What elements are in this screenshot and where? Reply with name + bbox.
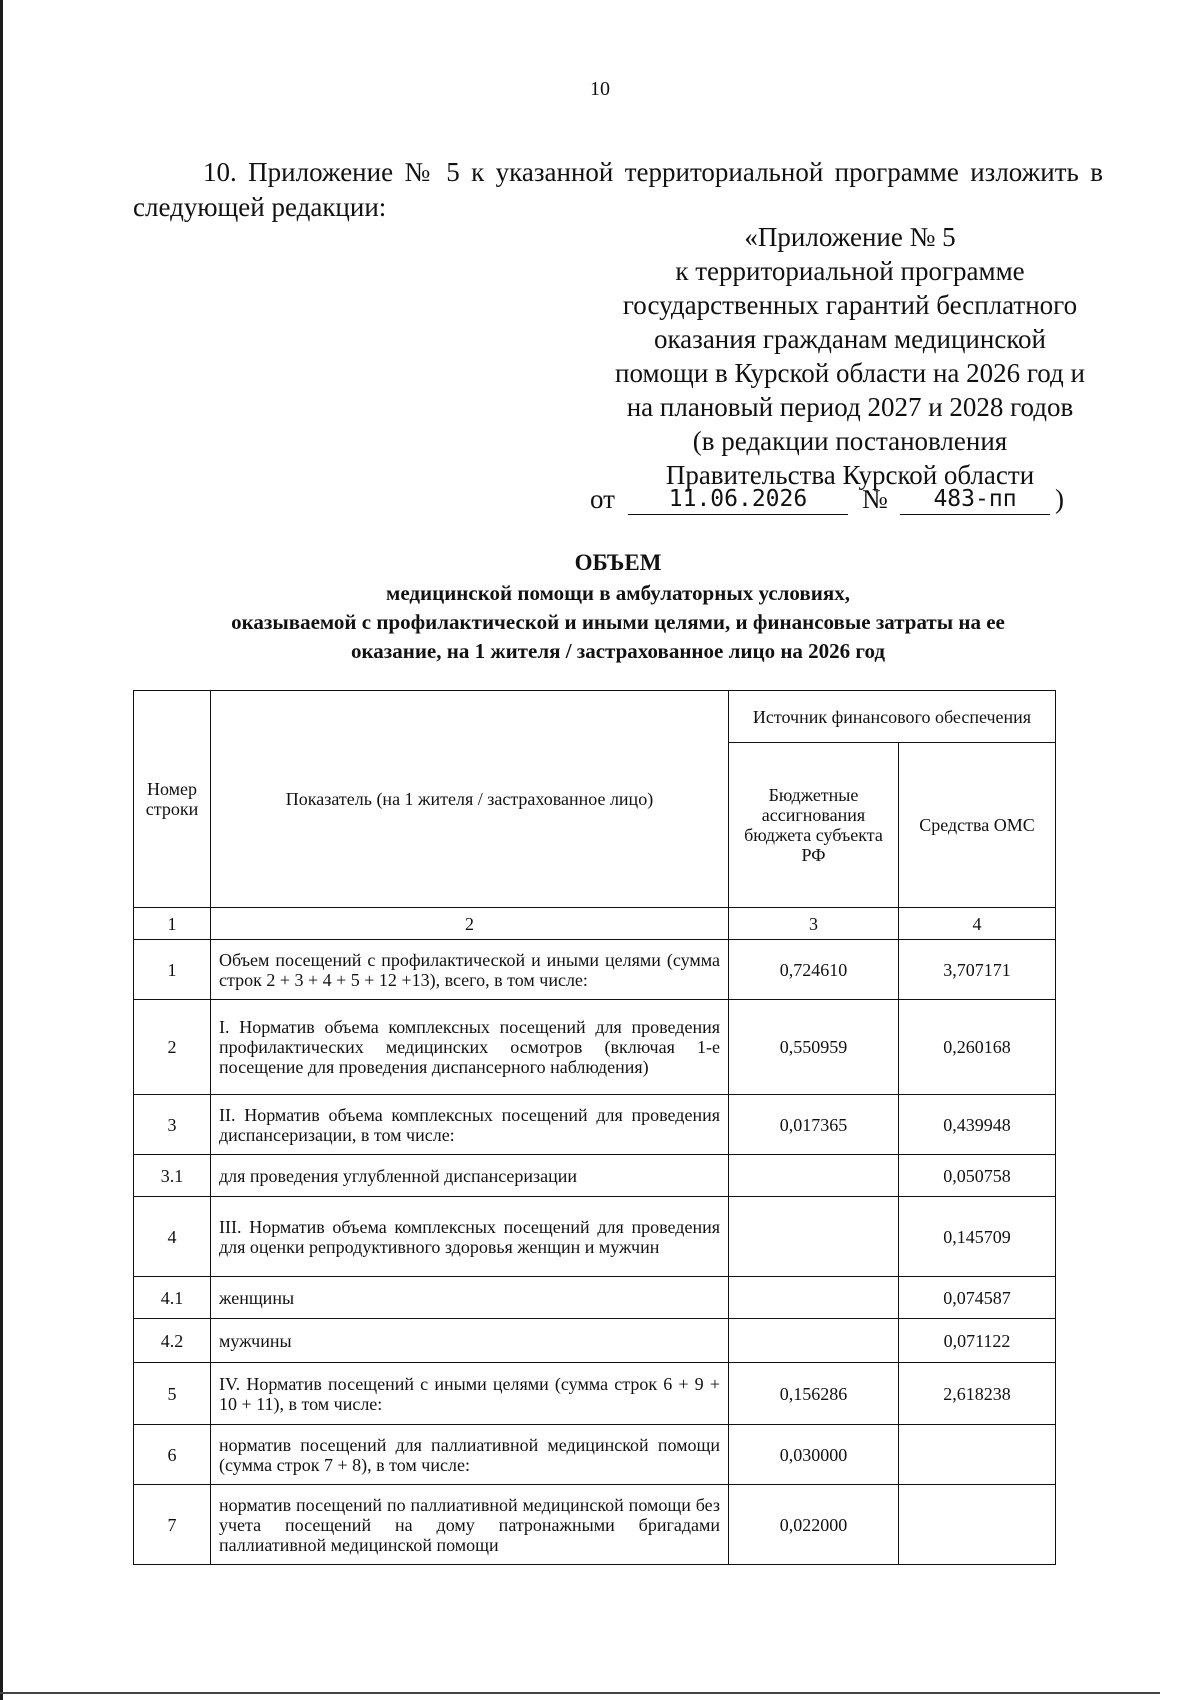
resolution-reference (590, 484, 1090, 520)
header-row (134, 691, 1056, 743)
scan-bottom-line (0, 1692, 1160, 1694)
resolution-date: 11.06.2026 (628, 484, 848, 515)
table-row (134, 1155, 1056, 1197)
heading-line: медицинской помощи в амбулаторных условиях, (386, 581, 850, 605)
row-indicator: IV. Норматив посещений с иными целями (сумма строк 6 + 9 + 10 + 11), в том числе: (211, 1363, 729, 1425)
row-number: 3.1 (134, 1155, 211, 1197)
column-number: 2 (211, 908, 729, 940)
volume-table (133, 690, 1056, 1565)
appendix-reference (590, 220, 1110, 492)
row-indicator: I. Норматив объема комплексных посещений для проведения профилактических медицинских осмотров (включая 1-е посещение для проведения диспансерного наблюдения) (211, 1000, 729, 1095)
resolution-number: 483-пп (900, 484, 1050, 515)
row-indicator: III. Норматив объема комплексных посещений для проведения для оценки репродуктивного здоровья женщин и мужчин (211, 1197, 729, 1277)
document-heading (133, 548, 1103, 666)
row-oms-value: 0,145709 (899, 1197, 1056, 1277)
row-indicator: женщины (211, 1277, 729, 1319)
row-budget-value (729, 1277, 899, 1319)
row-number: 5 (134, 1363, 211, 1425)
row-budget-value: 0,156286 (729, 1363, 899, 1425)
row-budget-value (729, 1155, 899, 1197)
row-oms-value: 3,707171 (899, 940, 1056, 1000)
heading-title: ОБЪЕМ (574, 550, 662, 575)
table-row (134, 1363, 1056, 1425)
appendix-line: (в редакции постановления (692, 426, 1008, 456)
appendix-line: помощи в Курской области на 2026 год и (615, 358, 1085, 388)
appendix-line: Правительства Курской области (665, 460, 1035, 490)
heading-line: оказание, на 1 жителя / застрахованное лицо на 2026 год (351, 639, 885, 663)
intro-line-1: 10. Приложение № 5 к указанной территориальной программе изложить в (203, 157, 1103, 187)
appendix-line: государственных гарантий бесплатного (622, 290, 1078, 320)
table-row (134, 1485, 1056, 1565)
appendix-line: к территориальной программе (675, 256, 1025, 286)
header-oms: Средства ОМС (899, 743, 1056, 908)
page-number: 10 (590, 78, 610, 100)
row-budget-value (729, 1319, 899, 1363)
row-number: 3 (134, 1095, 211, 1155)
row-budget-value: 0,724610 (729, 940, 899, 1000)
closing-paren: ) (1055, 484, 1064, 514)
row-oms-value: 0,050758 (899, 1155, 1056, 1197)
row-budget-value (729, 1197, 899, 1277)
row-oms-value: 2,618238 (899, 1363, 1056, 1425)
scan-left-edge (0, 0, 3, 1700)
table-row (134, 940, 1056, 1000)
row-indicator: норматив посещений для паллиативной медицинской помощи (сумма строк 7 + 8), в том числе: (211, 1425, 729, 1485)
appendix-line: «Приложение № 5 (744, 222, 956, 252)
row-indicator: для проведения углубленной диспансеризации (211, 1155, 729, 1197)
row-number: 7 (134, 1485, 211, 1565)
table-row (134, 1277, 1056, 1319)
header-indicator: Показатель (на 1 жителя / застрахованное лицо) (211, 691, 729, 908)
number-label: № (862, 484, 888, 514)
appendix-line: на плановый период 2027 и 2028 годов (626, 392, 1074, 422)
row-budget-value: 0,017365 (729, 1095, 899, 1155)
table-row (134, 1197, 1056, 1277)
row-oms-value: 0,071122 (899, 1319, 1056, 1363)
appendix-line: оказания гражданам медицинской (653, 324, 1047, 354)
from-label: от (590, 484, 615, 514)
intro-line-2: следующей редакции: (133, 192, 387, 222)
row-oms-value: 0,074587 (899, 1277, 1056, 1319)
table-row (134, 1000, 1056, 1095)
row-number: 1 (134, 940, 211, 1000)
row-budget-value: 0,550959 (729, 1000, 899, 1095)
row-budget-value: 0,022000 (729, 1485, 899, 1565)
row-number: 4.2 (134, 1319, 211, 1363)
column-number: 1 (134, 908, 211, 940)
row-oms-value (899, 1485, 1056, 1565)
table-row (134, 1425, 1056, 1485)
row-number: 2 (134, 1000, 211, 1095)
row-number: 4 (134, 1197, 211, 1277)
intro-paragraph (133, 155, 1103, 225)
table-row (134, 1319, 1056, 1363)
row-oms-value (899, 1425, 1056, 1485)
table-row (134, 1095, 1056, 1155)
row-indicator: норматив посещений по паллиативной медицинской помощи без учета посещений на дому патронажными бригадами паллиативной медицинской помощи (211, 1485, 729, 1565)
header-row-number: Номер строки (134, 691, 211, 908)
column-number-row (134, 908, 1056, 940)
row-number: 6 (134, 1425, 211, 1485)
row-indicator: мужчины (211, 1319, 729, 1363)
header-budget: Бюджетные ассигнования бюджета субъекта РФ (729, 743, 899, 908)
row-indicator: II. Норматив объема комплексных посещений для проведения диспансеризации, в том числе: (211, 1095, 729, 1155)
row-oms-value: 0,439948 (899, 1095, 1056, 1155)
heading-line: оказываемой с профилактической и иными целями, и финансовые затраты на ее (231, 610, 1005, 634)
row-oms-value: 0,260168 (899, 1000, 1056, 1095)
header-funding-source: Источник финансового обеспечения (729, 691, 1056, 743)
column-number: 4 (899, 908, 1056, 940)
row-indicator: Объем посещений с профилактической и иными целями (сумма строк 2 + 3 + 4 + 5 + 12 +13), всего, в том числе: (211, 940, 729, 1000)
column-number: 3 (729, 908, 899, 940)
row-number: 4.1 (134, 1277, 211, 1319)
row-budget-value: 0,030000 (729, 1425, 899, 1485)
